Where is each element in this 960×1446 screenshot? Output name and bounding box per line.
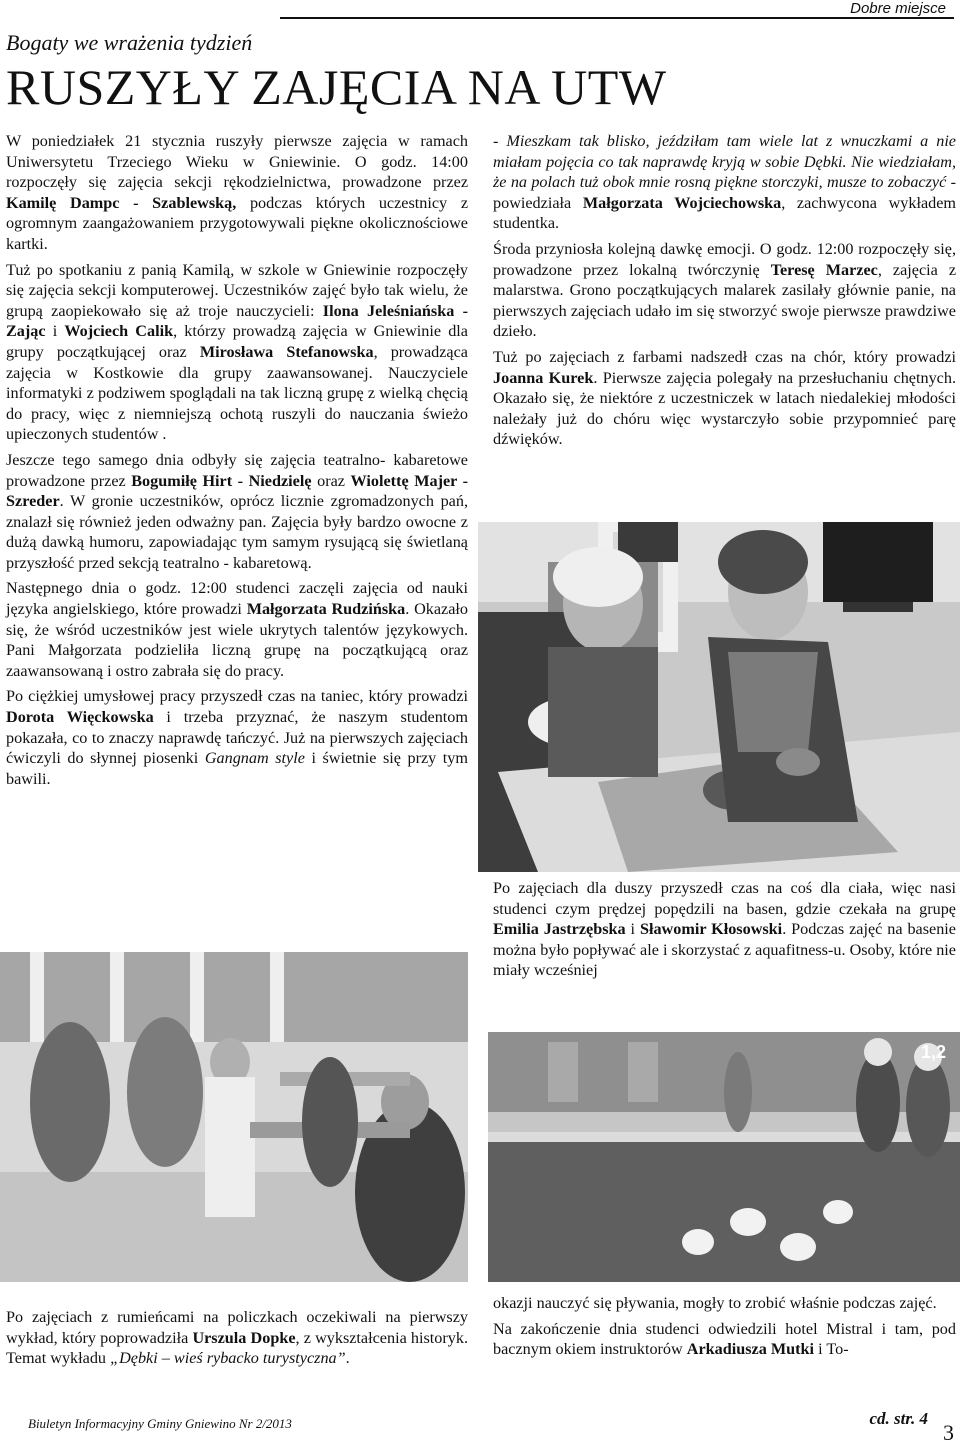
lecture-title: „Dębki – wieś rybacko turystyczna” [110, 1349, 346, 1368]
paragraph [6, 131, 468, 255]
person-name: Ilona Jeleśniańska - Zając [6, 301, 468, 341]
caption-lecture [6, 1307, 468, 1374]
text: . [345, 1349, 350, 1368]
person-name: Bogumiłę Hirt - Niedzielę [131, 471, 312, 490]
text: powiedziała [493, 193, 583, 212]
song-title: Gangnam style [204, 749, 305, 768]
person-name: Joanna Kurek [493, 368, 594, 387]
paragraph [6, 450, 468, 574]
paragraph [6, 260, 468, 445]
paragraph [493, 1319, 956, 1360]
headline: RUSZYŁY ZAJĘCIA NA UTW [6, 59, 667, 115]
person-name: Arkadiusza Mutki [686, 1340, 815, 1359]
photo-number-tag: 1,2 [920, 1042, 946, 1062]
person-name: Urszula Dopke [192, 1328, 296, 1347]
header-rule [280, 17, 954, 19]
person-name: Małgorzata Rudzińska [246, 600, 406, 619]
text: Po zajęciach dla duszy przyszedł czas na coś dla ciała, więc nasi studenci czym prędzej popędzili na basen, gdzie czekała na grupę [493, 879, 956, 918]
photo-painting-class [478, 522, 960, 872]
paragraph [493, 878, 956, 981]
footer-publication: Biuletyn Informacyjny Gminy Gniewino Nr 2/2013 [28, 1416, 292, 1431]
text: Jeszcze tego samego dnia odbyły się zajęcia teatralno- kabaretowe prowadzone przez [6, 450, 468, 490]
text: Środa przyniosła kolejną dawkę emocji. O godz. 12:00 rozpoczęły się, prowadzone przez lokalną twórczynię [493, 239, 956, 279]
continued-reference: cd. str. 4 [869, 1409, 928, 1428]
person-name: Wiolettę Majer - Szreder [6, 471, 468, 511]
text: , zachwycona wykładem studentka. [493, 193, 956, 233]
text: i To- [814, 1340, 849, 1359]
text: , zajęcia z malarstwa. Grono początkujących malarek zasilały głównie panie, na pierwszych zajęciach udało im się stworzyć swoje pierwsze prawdziwe dzieło. [493, 260, 957, 341]
text: i [45, 322, 65, 341]
text: , którzy prowadzą zajęcia w Gniewinie dla grupy początkującej oraz [6, 322, 468, 361]
person-name: Mirosława Stefanowska [199, 342, 374, 361]
text: i świetnie się przy tym bawili. [6, 749, 468, 788]
paragraph [493, 239, 956, 342]
text: . W gronie uczestników, oprócz licznie zgromadzonych pań, znalazł się również jeden odważny pan. Zajęcia były bardzo owocne z dużą dawką humoru, zapowiadając tym samym rysującą się świetlaną przyszłość przed sekcją teatralno - kabaretową. [6, 492, 468, 572]
person-name: Emilia Jastrzębska [493, 920, 626, 939]
photo-painting-graphic [478, 522, 960, 872]
text: podczas których uczestnicy z ogromnym zaangażowaniem przygotowywali piękne okolicznościowe kartki. [6, 193, 468, 253]
caption-pool [493, 878, 956, 986]
photo-pool-graphic [488, 1032, 960, 1282]
paragraph [6, 686, 468, 789]
article-column-left [6, 131, 468, 794]
paragraph [493, 131, 956, 234]
person-name: Kamilę Dampc - Szablewską, [6, 193, 237, 212]
text: Po ciężkiej umysłowej pracy przyszedł czas na taniec, który prowadzi [6, 687, 468, 706]
paragraph [6, 578, 468, 681]
text: i trzeba przyznać, że naszym studentom pokazała, co to znaczy naprawdę tańczyć. Już na pierwszych zajęciach ćwiczyli do słynnej piosenki [6, 708, 468, 768]
text: oraz [311, 471, 351, 490]
quote: - Mieszkam tak blisko, jeździłam tam wiele lat z wnuczkami a nie miałam pojęcia co tak naprawdę kryją w sobie Dębki. Nie wiedziałam, że na polach tuż obok mnie rosną piękne storczyki, musze to zobaczyć - [493, 132, 956, 192]
text: i [625, 920, 640, 939]
text: Tuż po zajęciach z farbami nadszedł czas na chór, który prowadzi [493, 347, 956, 366]
person-name: Małgorzata Wojciechowska [582, 193, 782, 212]
kicker: Bogaty we wrażenia tydzień [6, 30, 253, 55]
text: W poniedziałek 21 stycznia ruszyły pierwsze zajęcia w ramach Uniwersytetu Trzeciego Wieku w Gniewinie. O godz. 14:00 rozpoczęły się zajęcia sekcji rękodzielnictwa, prowadzone przez [6, 132, 468, 192]
person-name: Teresę Marzec [770, 260, 878, 279]
photo-swimming-pool [488, 1032, 960, 1282]
person-name: Wojciech Calik [64, 322, 174, 341]
page-number: 3 [943, 1420, 954, 1445]
text: Po zajęciach z rumieńcami na policzkach oczekiwali na pierwszy wykład, który poprowadziła [6, 1308, 468, 1347]
text: . Podczas zajęć na basenie można było popływać ale i skorzystać z aquafitness-u. Osoby, które nie miały wcześniej [493, 920, 956, 980]
section-label: Dobre miejsce [850, 0, 946, 17]
text: Następnego dnia o godz. 12:00 studenci zaczęli zajęcia od nauki języka angielskiego, które prowadzi [6, 579, 468, 619]
photo-dance-graphic [0, 952, 468, 1282]
photo-dance-class [0, 952, 468, 1282]
paragraph: okazji nauczyć się pływania, mogły to zrobić właśnie podczas zajęć. [493, 1294, 937, 1312]
text: Tuż po spotkaniu z panią Kamilą, w szkole w Gniewinie rozpoczęły się zajęcia sekcji komputerowej. Uczestników zajęć było tak wielu, że grupą zaopiekowało się aż troje nauczycieli: [6, 260, 468, 320]
person-name: Sławomir Kłosowski [639, 920, 783, 939]
article-column-right [493, 131, 956, 455]
text: , z wykształcenia historyk. Temat wykładu [6, 1328, 469, 1368]
caption-continuation [493, 1293, 956, 1365]
text: , prowadząca zajęcia w Kostkowie dla grupy zaawansowanej. Nauczyciele informatyki z podziwem spoglądali na tak liczną grupę z wielką chęcią do pracy, więc z niemniejszą ochotą ruszyli do nauczania świeżo upieczonych studentów . [6, 342, 468, 444]
text: . Okazało się, że wśród uczestników jest wiele ukrytych talentów językowych. Pani Małgorzata podzieliła liczną grupę na początkującą oraz zaawansowaną i ostro zabrała się do pracy. [6, 600, 468, 680]
text: . Pierwsze zajęcia polegały na przesłuchaniu chętnych. Okazało się, że niektóre z uczestniczek w latach niedalekiej młodości należały już do chóru więc wystarczyło sobie przypomnieć parę dźwięków. [493, 368, 956, 449]
text: Na zakończenie dnia studenci odwiedzili hotel Mistral i tam, pod bacznym okiem instruktorów [493, 1319, 956, 1359]
person-name: Dorota Więckowska [6, 708, 154, 727]
paragraph [6, 1307, 468, 1369]
paragraph [493, 347, 956, 450]
